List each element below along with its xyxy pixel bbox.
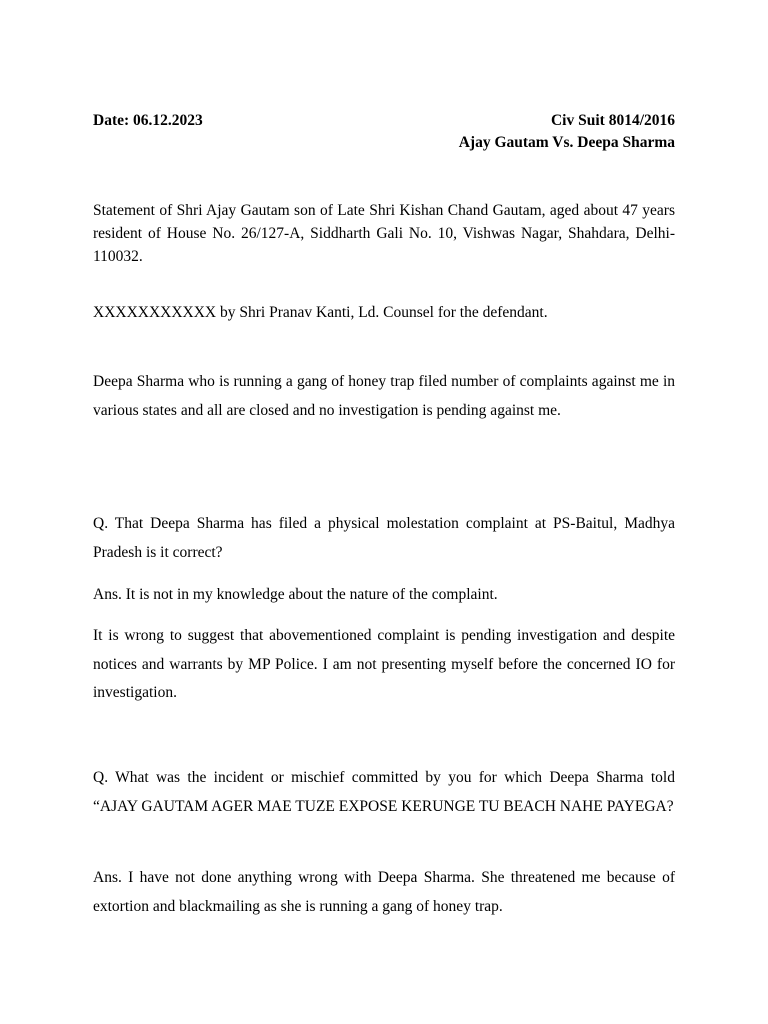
cross-examination-line: XXXXXXXXXXX by Shri Pranav Kanti, Ld. Counsel for the defendant. bbox=[93, 304, 548, 321]
case-parties: Ajay Gautam Vs. Deepa Sharma bbox=[458, 134, 675, 151]
question-1: Q. That Deepa Sharma has filed a physical molestation complaint at PS-Baitul, Madhya Pradesh is it correct? bbox=[93, 515, 675, 561]
suggestion-paragraph: It is wrong to suggest that abovementioned complaint is pending investigation and despite notices and warrants by MP Police. I am not presenting myself before the concerned IO for investigation. bbox=[93, 627, 675, 701]
suit-number: Civ Suit 8014/2016 bbox=[550, 112, 675, 129]
answer-2: Ans. I have not done anything wrong with Deepa Sharma. She threatened me because of extortion and blackmailing as she is running a gang of honey trap. bbox=[93, 869, 675, 915]
statement-paragraph: Statement of Shri Ajay Gautam son of Late Shri Kishan Chand Gautam, aged about 47 years resident of House No. 26/127-A, Siddharth Gali No. 10, Vishwas Nagar, Shahdara, Delhi-110032. bbox=[93, 202, 675, 265]
answer-1: Ans. It is not in my knowledge about the nature of the complaint. bbox=[93, 586, 498, 603]
question-2: Q. What was the incident or mischief committed by you for which Deepa Sharma told “AJAY GAUTAM AGER MAE TUZE EXPOSE KERUNGE TU BEACH NAHE PAYEGA? bbox=[93, 769, 675, 815]
witness-statement-paragraph: Deepa Sharma who is running a gang of honey trap filed number of complaints against me in various states and all are closed and no investigation is pending against me. bbox=[93, 373, 675, 419]
case-info bbox=[459, 110, 675, 154]
document-header bbox=[93, 110, 675, 154]
date-label: Date: 06.12.2023 bbox=[93, 112, 203, 129]
